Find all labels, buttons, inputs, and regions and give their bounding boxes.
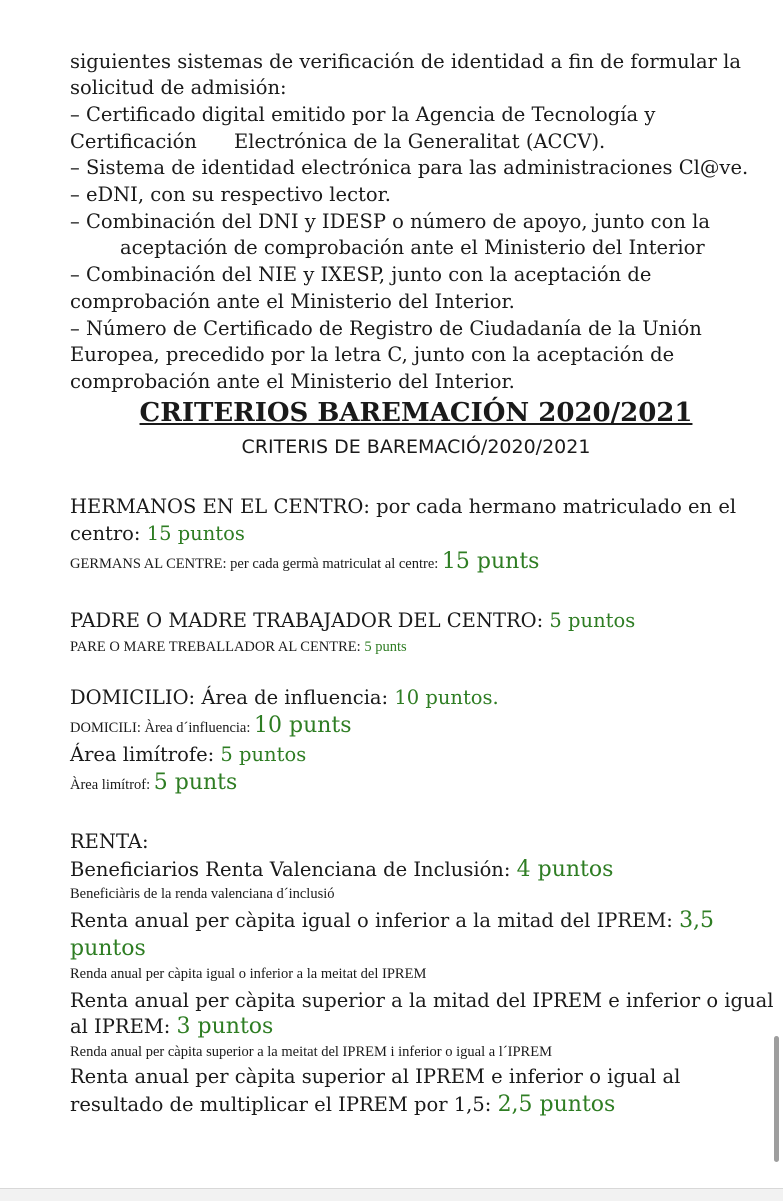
intro-line: – Número de Certificado de Registro de Ciudadanía de la Unión	[70, 317, 702, 340]
limitrofe-points: 5 puntos	[220, 743, 307, 766]
domicilio-va-label: DOMICILI: Àrea d´influencia:	[70, 720, 255, 736]
limitrofe-es-label: Área limítrofe:	[70, 743, 221, 766]
renta-mitad-points-unit: puntos	[70, 936, 146, 961]
intro-line: comprobación ante el Ministerio del Interior.	[70, 290, 515, 313]
padre-va-line	[70, 632, 407, 658]
padre-points: 5 puntos	[549, 609, 636, 632]
hermanos-va-points: 15 punts	[441, 549, 540, 574]
renta-x15-line: Renta anual per càpita superior al IPREM e inferior o igual al	[70, 1065, 681, 1088]
hermanos-es-line	[70, 521, 245, 547]
renta-mitad-label: Renta anual per càpita igual o inferior a la mitad del IPREM:	[70, 909, 680, 932]
domicilio-es-line	[70, 685, 499, 711]
hermanos-points: 15 puntos	[146, 522, 245, 545]
intro-line: – eDNI, con su respectivo lector.	[70, 183, 391, 206]
intro-line: – Sistema de identidad electrónica para las administraciones Cl@ve.	[70, 156, 749, 179]
intro-line: – Certificado digital emitido por la Agencia de Tecnología y	[70, 103, 656, 126]
renta-mitad-va: Renda anual per càpita igual o inferior a la meitat del IPREM	[70, 966, 427, 982]
hermanos-va-line	[70, 549, 539, 575]
intro-line: solicitud de admisión:	[70, 76, 287, 99]
renta-x15-points: 2,5 puntos	[497, 1092, 616, 1117]
renta-heading: RENTA:	[70, 830, 149, 853]
renta-sup-va: Renda anual per càpita superior a la meitat del IPREM i inferior o igual a l´IPREM	[70, 1044, 552, 1060]
renta-mitad-points: 3,5	[679, 908, 715, 933]
padre-va-points: 5 punts	[364, 639, 407, 655]
bottom-divider	[0, 1188, 783, 1201]
renta-x15-line	[70, 1092, 615, 1118]
renta-mitad-line	[70, 908, 714, 934]
renta-sup-points: 3 puntos	[176, 1014, 274, 1039]
padre-va-label: PARE O MARE TREBALLADOR AL CENTRE:	[70, 639, 365, 655]
page-title: CRITERIOS BAREMACIÓN 2020/2021	[139, 398, 693, 428]
limitrofe-es-line	[70, 742, 306, 768]
domicilio-es-label: DOMICILIO: Área de influencia:	[70, 686, 395, 709]
intro-line: comprobación ante el Ministerio del Interior.	[70, 370, 515, 393]
scrollbar-handle[interactable]	[774, 1036, 779, 1162]
domicilio-va-line	[70, 713, 352, 739]
renta-benef-va: Beneficiàris de la renda valenciana d´inclusió	[70, 886, 335, 902]
intro-line: siguientes sistemas de verificación de identidad a fin de formular la	[70, 50, 741, 73]
page-subtitle: CRITERIS DE BAREMACIÓ/2020/2021	[241, 436, 591, 458]
limitrofe-va-points: 5 punts	[153, 770, 238, 795]
limitrofe-va-line	[70, 770, 237, 796]
intro-line: – Combinación del DNI y IDESP o número de apoyo, junto con la	[70, 210, 710, 233]
intro-line: Europea, precedido por la letra C, junto con la aceptación de	[70, 343, 675, 366]
renta-sup-label: al IPREM:	[70, 1015, 177, 1038]
renta-sup-line	[70, 1014, 273, 1040]
renta-sup-line: Renta anual per càpita superior a la mitad del IPREM e inferior o igual	[70, 989, 774, 1012]
hermanos-es-line: HERMANOS EN EL CENTRO: por cada hermano matriculado en el	[70, 495, 737, 518]
renta-benef-line	[70, 857, 613, 883]
renta-benef-points: 4 puntos	[516, 857, 614, 882]
renta-benef-label: Beneficiarios Renta Valenciana de Inclusión:	[70, 858, 517, 881]
padre-es-line	[70, 608, 635, 634]
limitrofe-va-label: Àrea limítrof:	[70, 777, 154, 793]
intro-line: aceptación de comprobación ante el Ministerio del Interior	[120, 236, 705, 259]
padre-es-label: PADRE O MADRE TRABAJADOR DEL CENTRO:	[70, 609, 550, 632]
domicilio-va-points: 10 punts	[254, 713, 352, 738]
intro-line: Certificación Electrónica de la Generalitat (ACCV).	[70, 130, 606, 153]
hermanos-va-label: GERMANS AL CENTRE: per cada germà matriculat al centre:	[70, 556, 442, 572]
renta-x15-label: resultado de multiplicar el IPREM por 1,5:	[70, 1093, 498, 1116]
domicilio-points: 10 puntos.	[394, 686, 499, 709]
hermanos-es-label: centro:	[70, 522, 147, 545]
intro-line: – Combinación del NIE y IXESP, junto con la aceptación de	[70, 263, 652, 286]
